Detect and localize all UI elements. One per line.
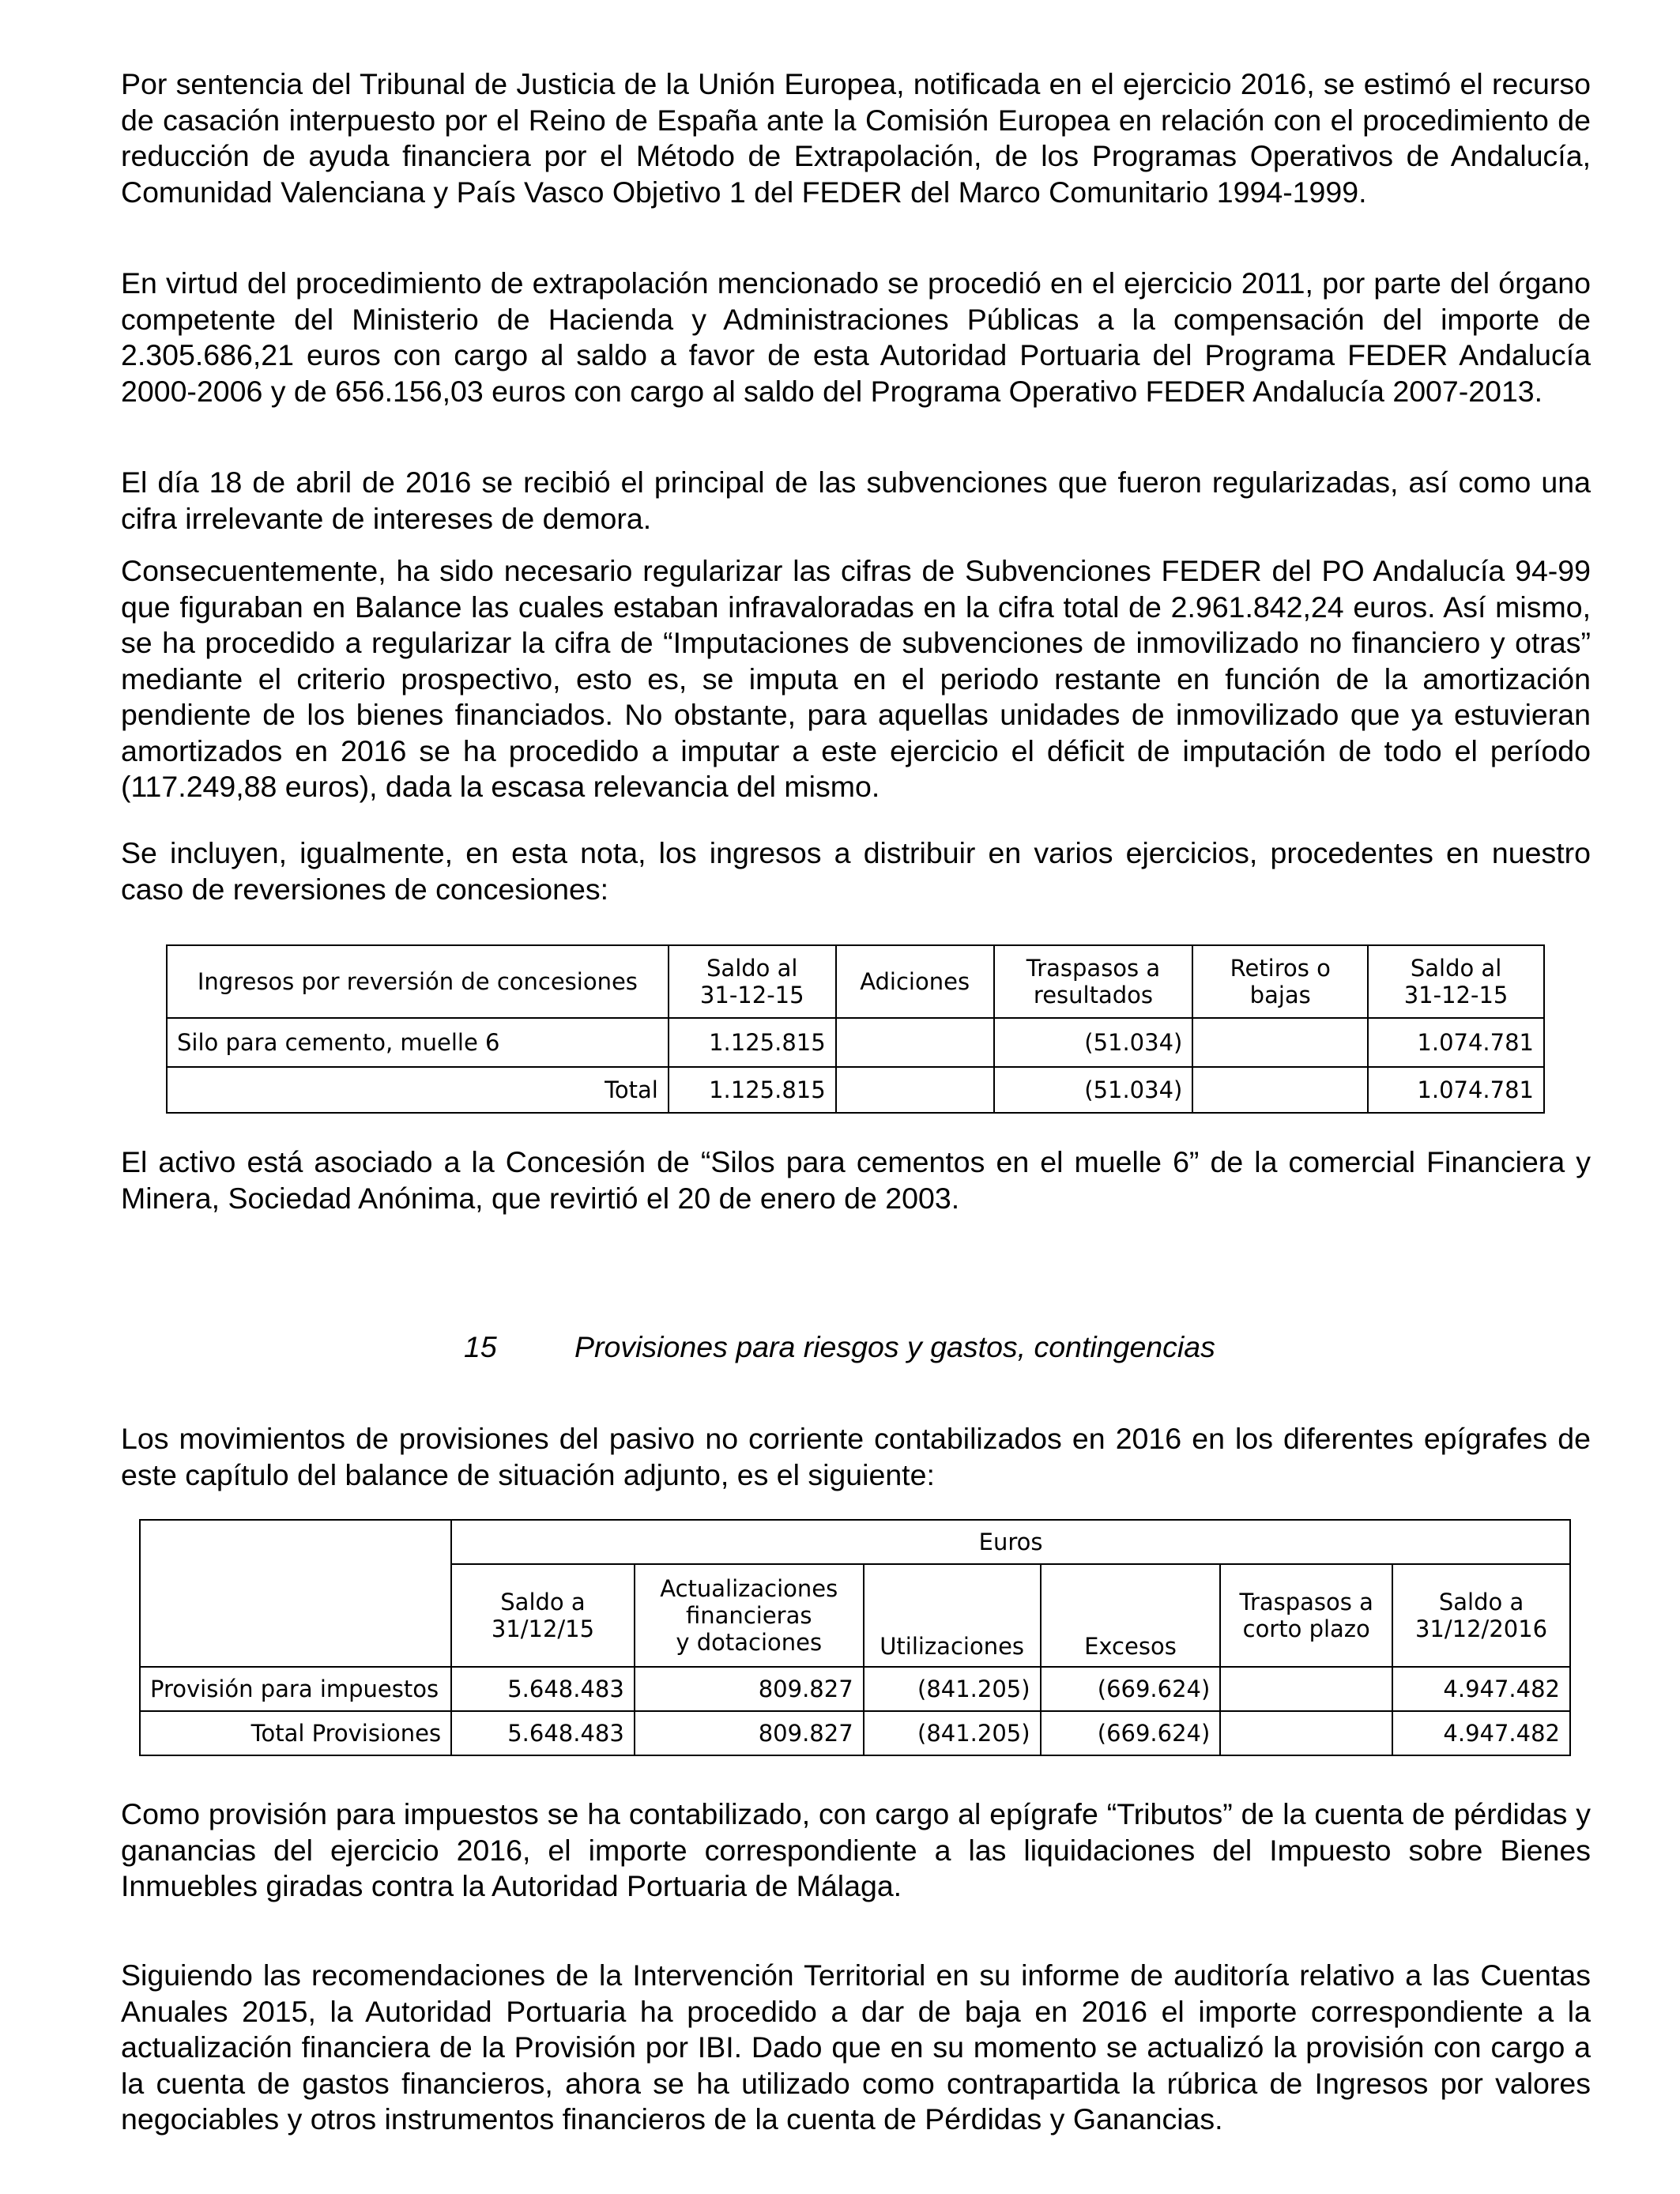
row-concept: Silo para cemento, muelle 6 [167,1018,669,1067]
table-row [167,1018,1544,1067]
section-number: 15 [464,1330,497,1363]
header-concept: Ingresos por reversión de concesiones [167,945,669,1018]
header-saldo-inicial: Saldo al 31-12-15 [669,945,836,1018]
cell-actualizaciones: 809.827 [635,1667,864,1711]
header-retiros: Retiros o bajas [1192,945,1368,1018]
paragraph-tribunal-sentencia: Por sentencia del Tribunal de Justicia de la Unión Europea, notificada en el ejercicio 2016, se estimó el recurso de casación interpuesto por el Reino de España ante la Comisión Europea en relación con el procedimiento de reducción de ayuda financiera por el Método de Extrapolación, de los Programas Operativos de Andalucía, Comunidad Valenciana y País Vasco Objetivo 1 del FEDER del Marco Comunitario 1994-1999. [121,67,1591,209]
table-total-row [140,1711,1570,1755]
paragraph-activo-concesion: El activo está asociado a la Concesión de “Silos para cementos en el muelle 6” de la comercial Financiera y Minera, Sociedad Anónima, que revirtió el 20 de enero de 2003. [121,1145,1591,1215]
paragraph-provision-impuestos: Como provisión para impuestos se ha contabilizado, con cargo al epígrafe “Tributos” de la cuenta de pérdidas y ganancias del ejercicio 2016, el importe correspondiente a las liquidaciones del Impuesto sobre Bienes Inmuebles giradas contra la Autoridad Portuaria de Málaga. [121,1797,1591,1902]
header-euros: Euros [451,1520,1570,1564]
cell-saldo-final: 4.947.482 [1392,1711,1570,1755]
cell-traspasos [1220,1711,1392,1755]
cell-traspasos: (51.034) [994,1067,1193,1113]
table-header-row [167,945,1544,1018]
cell-retiros [1192,1018,1368,1067]
header-saldo-final: Saldo a 31/12/2016 [1392,1564,1570,1667]
cell-adiciones [836,1067,994,1113]
cell-actualizaciones: 809.827 [635,1711,864,1755]
header-adiciones: Adiciones [836,945,994,1018]
header-excesos: Excesos [1041,1564,1221,1667]
paragraph-principal-recibido: El día 18 de abril de 2016 se recibió el principal de las subvenciones que fueron regularizadas, así como una cifra irrelevante de intereses de demora. [121,466,1591,535]
cell-excesos: (669.624) [1041,1711,1221,1755]
cell-retiros [1192,1067,1368,1113]
provisiones-table [139,1519,1571,1756]
paragraph-extrapolacion: En virtud del procedimiento de extrapolación mencionado se procedió en el ejercicio 2011, por parte del órgano competente del Ministerio de Hacienda y Administraciones Públicas a la compensación del importe de 2.305.686,21 euros con cargo al saldo a favor de esta Autoridad Portuaria del Programa FEDER Andalucía 2000-2006 y de 656.156,03 euros con cargo al saldo del Programa Operativo FEDER Andalucía 2007-2013. [121,266,1591,408]
header-blank-cell [140,1520,451,1667]
header-traspasos: Traspasos a corto plazo [1220,1564,1392,1667]
cell-utilizaciones: (841.205) [864,1711,1041,1755]
cell-saldo-final: 1.074.781 [1368,1067,1544,1113]
row-total-label: Total [167,1067,669,1113]
cell-traspasos [1220,1667,1392,1711]
cell-traspasos: (51.034) [994,1018,1193,1067]
cell-utilizaciones: (841.205) [864,1667,1041,1711]
cell-saldo-inicial: 1.125.815 [669,1018,836,1067]
reversion-concesiones-table [166,944,1545,1114]
paragraph-movimientos-provisiones: Los movimientos de provisiones del pasivo no corriente contabilizados en 2016 en los diferentes epígrafes de este capítulo del balance de situación adjunto, es el siguiente: [121,1422,1591,1491]
cell-saldo-final: 4.947.482 [1392,1667,1570,1711]
table-group-header-row [140,1520,1570,1564]
header-saldo-final: Saldo al 31-12-15 [1368,945,1544,1018]
paragraph-recomendaciones-intervencion: Siguiendo las recomendaciones de la Intervención Territorial en su informe de auditoría relativo a las Cuentas Anuales 2015, la Autoridad Portuaria ha procedido a dar de baja en 2016 el importe correspondiente a la actualización financiera de la Provisión por IBI. Dado que en su momento se actualizó la provisión con cargo a la cuenta de gastos financieros, ahora se ha utilizado como contrapartida la rúbrica de Ingresos por valores negociables y otros instrumentos financieros de la cuenta de Pérdidas y Ganancias. [121,1958,1591,2136]
header-traspasos: Traspasos a resultados [994,945,1193,1018]
row-total-label: Total Provisiones [140,1711,451,1755]
row-concept: Provisión para impuestos [140,1667,451,1711]
cell-saldo-inicial: 1.125.815 [669,1067,836,1113]
header-utilizaciones: Utilizaciones [864,1564,1041,1667]
section-title: Provisiones para riesgos y gastos, contingencias [574,1330,1215,1363]
cell-saldo-inicial: 5.648.483 [451,1667,635,1711]
header-actualizaciones: Actualizaciones financieras y dotaciones [635,1564,864,1667]
table-total-row [167,1067,1544,1113]
paragraph-ingresos-distribuir: Se incluyen, igualmente, en esta nota, los ingresos a distribuir en varios ejercicios, procedentes en nuestro caso de reversiones de concesiones: [121,836,1591,906]
cell-saldo-inicial: 5.648.483 [451,1711,635,1755]
cell-saldo-final: 1.074.781 [1368,1018,1544,1067]
paragraph-regularizacion: Consecuentemente, ha sido necesario regularizar las cifras de Subvenciones FEDER del PO Andalucía 94-99 que figuraban en Balance las cuales estaban infravaloradas en la cifra total de 2.961.842,24 euros. Así mismo, se ha procedido a regularizar la cifra de “Imputaciones de subvenciones de inmovilizado no financiero y otras” mediante el criterio prospectivo, esto es, se imputa en el periodo restante en función de la amortización pendiente de los bienes financiados. No obstante, para aquellas unidades de inmovilizado que ya estuvieran amortizados en 2016 se ha procedido a imputar a este ejercicio el déficit de imputación de todo el período (117.249,88 euros), dada la escasa relevancia del mismo. [121,554,1591,803]
table-row [140,1667,1570,1711]
cell-adiciones [836,1018,994,1067]
header-saldo-inicial: Saldo a 31/12/15 [451,1564,635,1667]
cell-excesos: (669.624) [1041,1667,1221,1711]
